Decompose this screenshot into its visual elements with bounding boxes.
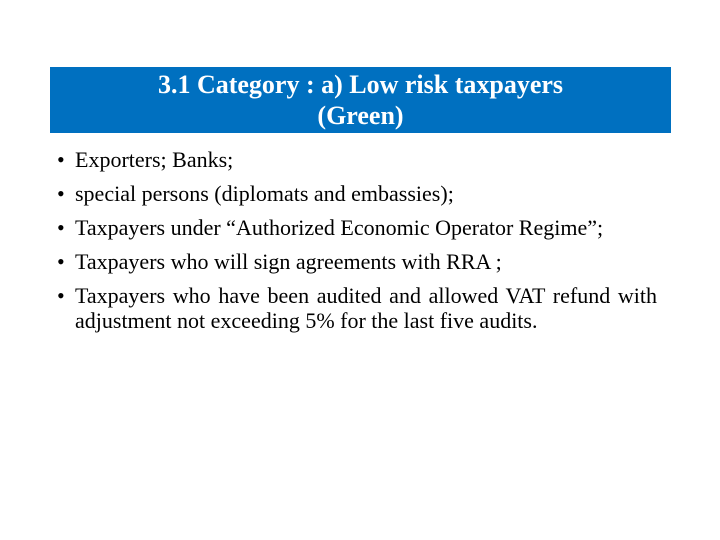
- bullet-text: Taxpayers who have been audited and allowed VAT refund with adjustment not exceeding 5% for the last five audits.: [75, 283, 657, 333]
- slide-title: [101, 69, 621, 131]
- list-item: [57, 181, 657, 206]
- bullet-text: Taxpayers under “Authorized Economic Operator Regime”;: [75, 215, 604, 240]
- list-item: [57, 283, 657, 333]
- slide-title-line-1: 3.1 Category : a) Low risk taxpayers: [157, 70, 564, 99]
- bullet-text: Exporters; Banks;: [75, 147, 234, 172]
- list-item: [57, 215, 657, 240]
- bullet-dot-icon: •: [57, 215, 65, 240]
- list-item: [57, 249, 657, 274]
- list-item: [57, 147, 657, 172]
- bullet-text: Taxpayers who will sign agreements with RRA ;: [75, 249, 502, 274]
- bullet-dot-icon: •: [57, 249, 65, 274]
- slide-title-line-2: (Green): [317, 101, 404, 130]
- bullet-dot-icon: •: [57, 181, 65, 206]
- bullet-text: special persons (diplomats and embassies);: [75, 181, 454, 206]
- bullet-dot-icon: •: [57, 147, 65, 172]
- bullet-dot-icon: •: [57, 283, 65, 308]
- slide-title-banner: [50, 67, 671, 133]
- bullet-list: [57, 147, 657, 342]
